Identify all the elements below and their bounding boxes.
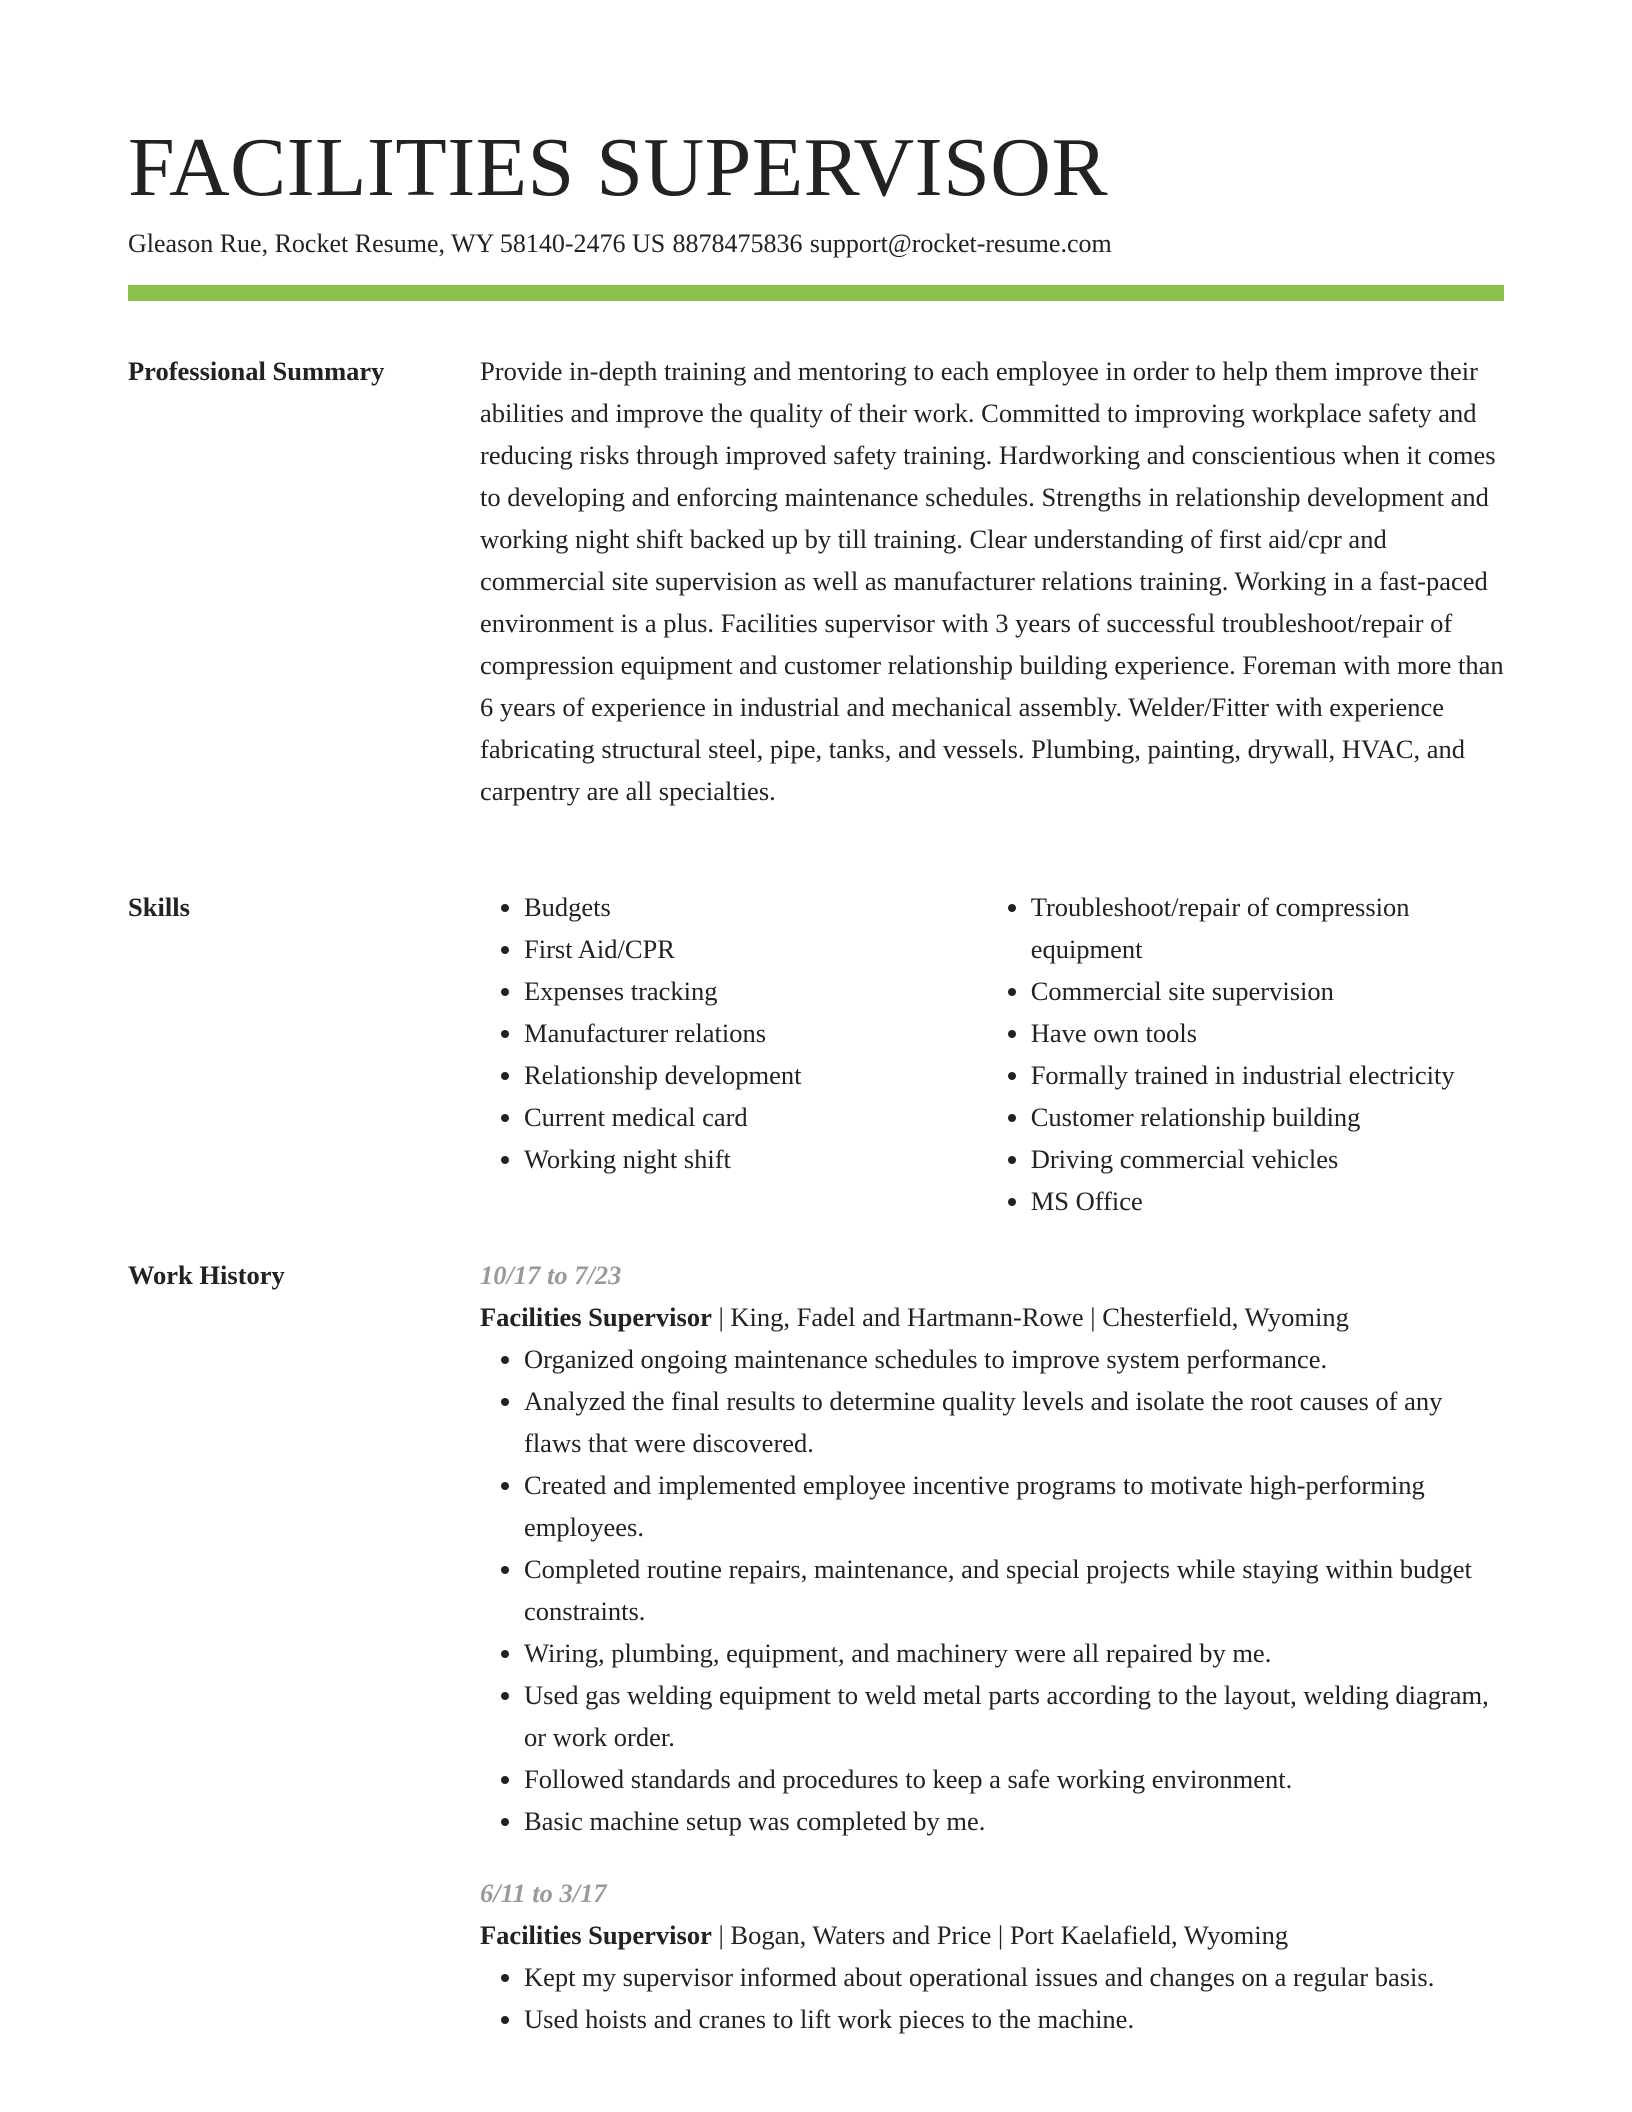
skill-item: • Relationship development (524, 1054, 943, 1096)
section-heading: Professional Summary (128, 356, 385, 386)
job-dates: 6/11 to 3/17 (480, 1878, 607, 1908)
job-location: Chesterfield, Wyoming (1102, 1302, 1349, 1332)
skill-item: • MS Office (1031, 1180, 1504, 1222)
separator: | (718, 1920, 724, 1950)
duty-item: • Created and implemented employee incentive programs to motivate high-performing employees. (524, 1464, 1504, 1548)
summary-text: Provide in-depth training and mentoring to each employee in order to help them improve their abilities and improve the quality of their work. Committed to improving workplace safety and reducing risks through improved safety training. Hardworking and conscientious when it comes to developing and enforcing maintenance schedules. Strengths in relationship development and working night shift backed up by till training. Clear understanding of first aid/cpr and commercial site supervision as well as manufacturer relations training. Working in a fast-paced environment is a plus. Facilities supervisor with 3 years of successful troubleshoot/repair of compression equipment and customer relationship building experience. Foreman with more than 6 years of experience in industrial and mechanical assembly. Welder/Fitter with experience fabricating structural steel, pipe, tanks, and vessels. Plumbing, painting, drywall, HVAC, and carpentry are all specialties. (480, 356, 1504, 806)
job-entry (480, 1872, 1504, 2040)
duty-item: • Used gas welding equipment to weld metal parts according to the layout, welding diagram, or work order. (524, 1674, 1504, 1758)
duty-item: • Completed routine repairs, maintenance, and special projects while staying within budget constraints. (524, 1548, 1504, 1632)
duty-item: • Kept my supervisor informed about operational issues and changes on a regular basis. (524, 1956, 1504, 1998)
skill-item: • Formally trained in industrial electricity (1031, 1054, 1504, 1096)
duty-item: • Basic machine setup was completed by me. (524, 1800, 1504, 1842)
section-body (480, 1254, 1504, 2040)
duty-item: • Organized ongoing maintenance schedules to improve system performance. (524, 1338, 1504, 1380)
skills-list-left (480, 886, 943, 1222)
job-heading (480, 1296, 1504, 1338)
duty-item: • Used hoists and cranes to lift work pieces to the machine. (524, 1998, 1504, 2040)
job-heading (480, 1914, 1504, 1956)
job-duties (480, 1956, 1504, 2040)
duty-item: • Followed standards and procedures to keep a safe working environment. (524, 1758, 1504, 1800)
separator: | (997, 1920, 1004, 1950)
section-heading: Work History (128, 1260, 285, 1290)
job-title: Facilities Supervisor (480, 1302, 712, 1332)
skill-item: • Troubleshoot/repair of compression equipment (1031, 886, 1504, 970)
contact-email: support@rocket-resume.com (809, 229, 1112, 258)
candidate-name: FACILITIES SUPERVISOR (128, 121, 1108, 214)
header-divider (128, 285, 1504, 301)
job-duties (480, 1338, 1504, 1842)
section-heading: Skills (128, 892, 190, 922)
contact-line (128, 226, 1504, 262)
skill-item: • Manufacturer relations (524, 1012, 943, 1054)
skill-item: • Driving commercial vehicles (1031, 1138, 1504, 1180)
contact-address: Gleason Rue, Rocket Resume, WY 58140-2476 US (128, 229, 666, 258)
skill-item: • Working night shift (524, 1138, 943, 1180)
skills-list-right (987, 886, 1504, 1222)
job-company: Bogan, Waters and Price (730, 1920, 992, 1950)
skill-item: • Have own tools (1031, 1012, 1504, 1054)
separator: | (718, 1302, 724, 1332)
separator: | (1090, 1302, 1096, 1332)
skill-item: • Customer relationship building (1031, 1096, 1504, 1138)
resume-header (128, 118, 1504, 262)
skill-item: • First Aid/CPR (524, 928, 943, 970)
job-location: Port Kaelafield, Wyoming (1009, 1920, 1289, 1950)
duty-item: • Analyzed the final results to determine quality levels and isolate the root causes of any flaws that were discovered. (524, 1380, 1504, 1464)
skill-item: • Budgets (524, 886, 943, 928)
skill-item: • Expenses tracking (524, 970, 943, 1012)
job-title: Facilities Supervisor (480, 1920, 712, 1950)
skills-columns (480, 886, 1504, 1222)
section-body (480, 350, 1504, 812)
contact-phone: 8878475836 (672, 229, 803, 258)
duty-item: • Wiring, plumbing, equipment, and machinery were all repaired by me. (524, 1632, 1504, 1674)
skill-item: • Current medical card (524, 1096, 943, 1138)
job-company: King, Fadel and Hartmann-Rowe (730, 1302, 1084, 1332)
job-dates: 10/17 to 7/23 (480, 1260, 622, 1290)
job-entry (480, 1254, 1504, 1842)
skill-item: • Commercial site supervision (1031, 970, 1504, 1012)
